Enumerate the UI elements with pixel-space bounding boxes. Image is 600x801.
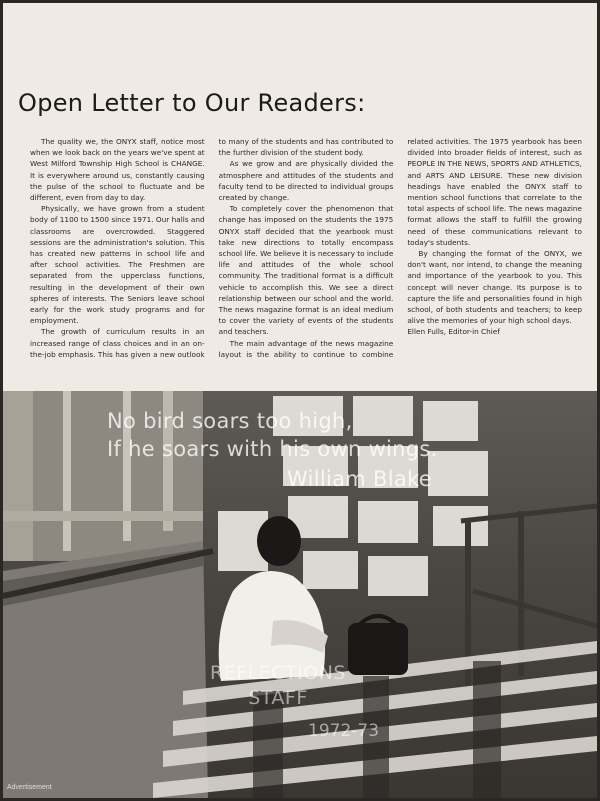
letter-paragraph: The growth of curriculum results in an increased range of class choices and in an on-the-job emphasis. This has given a new outlook to many of the students and has contributed to the further division of the student body.	[30, 137, 394, 359]
letter-paragraph: The quality we, the ONYX staff, notice most when we look back on the years we've spent at West Milford Township High School is CHANGE. It is everywhere around us, constantly causing the pulse of the school to fluctuate and be different, even from day to day.	[30, 137, 205, 203]
quote-author: William Blake	[287, 467, 432, 491]
letter-paragraph: Physically, we have grown from a student body of 1100 to 1500 since 1971. Our halls and classrooms are overcrowded. Staggered sessions are the administration's solution. This has created new patterns in school life and after school activities. The Freshmen are separated from the upperclass functions, resulting in the development of their own spheres of interests. The Seniors leave school early for the work study programs and for employment.	[30, 204, 205, 326]
staff-years: 1972-73	[308, 721, 380, 741]
stairwell-photo	[3, 391, 597, 798]
editor-signature: Ellen Fulls, Editor-in Chief	[407, 327, 500, 337]
reflections-staff-title	[173, 661, 383, 711]
letter-paragraph: As we grow and are physically divided the atmosphere and attitudes of the students and faculty tend to be directed to individual groups created by change.	[218, 159, 394, 203]
quote-line: If he soars with his own wings.	[107, 437, 438, 461]
reflections-label: REFLECTIONS	[210, 662, 346, 684]
yearbook-page	[3, 3, 597, 798]
page-headline: Open Letter to Our Readers:	[18, 89, 366, 117]
staff-label: STAFF	[248, 687, 308, 709]
letter-paragraph: The main advantage of the news magazine layout is the ability to continue to combine related activities. The 1975 yearbook has been divided into broader fields of interest, such as PEOPLE IN THE NEWS, SPORTS AND ATHLETICS, and ARTS AND LEISURE. These new division headings have enabled the ONYX staff to mention school functions that correlate to the total aspects of school life. The news magazine format allows the staff to fulfill the growing need of these communications relevant to today's students.	[218, 137, 582, 359]
letter-body	[30, 136, 582, 388]
letter-paragraph: By changing the format of the ONYX, we don't want, nor intend, to change the meaning and importance of the yearbook to you. This concept will never change. Its purpose is to capture the life and personalities found in high school, of both students and teachers; to keep alive the memories of your high school days.	[407, 249, 582, 326]
advertisement-credit: Advertisement	[7, 784, 52, 791]
quote-line: No bird soars too high,	[107, 409, 353, 433]
letter-paragraph: To completely cover the phenomenon that change has imposed on the students the 1975 ONYX staff decided that the yearbook must take new directions to totally encompass school life. We believe it is necessary to include life and attitudes of the whole school community. The traditional format is a difficult vehicle to accomplish this. We see a direct relationship between our school and the world. The news magazine format is an ideal medium to cover the variety of events of the students and teachers.	[218, 204, 394, 337]
quote-block	[107, 407, 438, 493]
